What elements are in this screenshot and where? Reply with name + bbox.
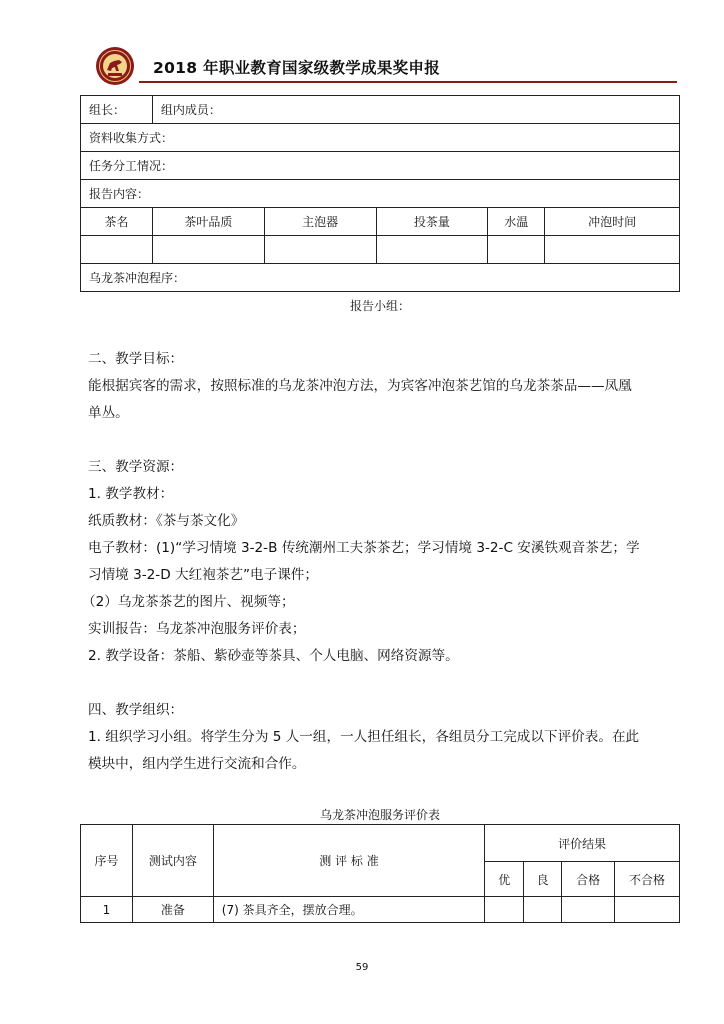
column-header-result: 评价结果 [485,825,680,862]
grade-header: 合格 [562,862,615,897]
table-header-row [81,825,680,862]
column-header-content: 测试内容 [132,825,213,897]
resources-item: 1. 教学教材： [88,486,174,502]
column-header: 水温 [488,208,545,236]
column-header: 茶叶品质 [152,208,264,236]
empty-cell [562,897,615,923]
organization-text-line: 1. 组织学习小组。将学生分为 5 人一组，一人担任组长，各组员分工完成以下评价表。在此 [88,729,640,745]
empty-cell [615,897,680,923]
column-header: 投茶量 [376,208,488,236]
empty-cell [488,236,545,264]
column-header: 冲泡时间 [545,208,680,236]
table-row [81,897,680,923]
objective-text-line: 能根据宾客的需求，按照标准的乌龙茶冲泡方法，为宾客冲泡茶艺馆的乌龙茶茶品——凤凰 [88,378,632,394]
table-row [81,236,680,264]
eval-table-caption: 乌龙茶冲泡服务评价表 [319,808,440,822]
leader-cell: 组长： [81,96,153,124]
grade-header: 优 [485,862,524,897]
table-row [81,152,680,180]
organization-heading: 四、教学组织： [88,702,184,718]
empty-cell [524,897,562,923]
report-content-cell: 报告内容： [81,180,680,208]
members-cell: 组内成员： [152,96,679,124]
column-header-no: 序号 [81,825,133,897]
resources-item: 2. 教学设备：茶船、紫砂壶等茶具、个人电脑、网络资源等。 [88,648,459,664]
table-row [81,180,680,208]
row-content: 准备 [132,897,213,923]
resources-item: 纸质教材：《茶与茶文化》 [88,513,245,529]
task-division-cell: 任务分工情况： [81,152,680,180]
grade-header: 良 [524,862,562,897]
table-row [81,124,680,152]
column-header-standard: 测 评 标 准 [213,825,485,897]
header-rule [139,81,677,83]
row-standard: (7) 茶具齐全，摆放合理。 [213,897,485,923]
column-header: 茶名 [81,208,153,236]
report-group-label: 报告小组： [349,299,410,313]
table-header-row [81,208,680,236]
row-number: 1 [81,897,133,923]
resources-item: （2）乌龙茶茶艺的图片、视频等； [82,594,295,610]
empty-cell [81,236,153,264]
grade-header: 不合格 [615,862,680,897]
evaluation-table [80,824,680,923]
procedure-cell: 乌龙茶冲泡程序： [81,264,680,292]
empty-cell [264,236,376,264]
page-number: 59 [355,962,369,973]
page-header [95,46,681,86]
empty-cell [485,897,524,923]
table-row [81,264,680,292]
empty-cell [545,236,680,264]
resources-item: 习情境 3-2-D 大红袍茶艺”电子课件； [88,567,318,583]
school-emblem-logo [95,46,135,86]
column-header: 主泡器 [264,208,376,236]
report-form-table [80,95,680,292]
objective-heading: 二、教学目标： [88,351,184,367]
table-row [81,96,680,124]
resources-item: 电子教材：(1)“学习情境 3-2-B 传统潮州工夫茶茶艺；学习情境 3-2-C 安溪铁观音茶艺；学 [88,540,640,556]
collection-method-cell: 资料收集方式： [81,124,680,152]
empty-cell [152,236,264,264]
resources-item: 实训报告：乌龙茶冲泡服务评价表； [88,621,306,637]
empty-cell [376,236,488,264]
resources-heading: 三、教学资源： [88,459,184,475]
organization-text-line: 模块中，组内学生进行交流和合作。 [88,756,306,772]
page-header-title: 2018 年职业教育国家级教学成果奖申报 [153,59,441,77]
objective-text-line: 单丛。 [88,405,129,421]
